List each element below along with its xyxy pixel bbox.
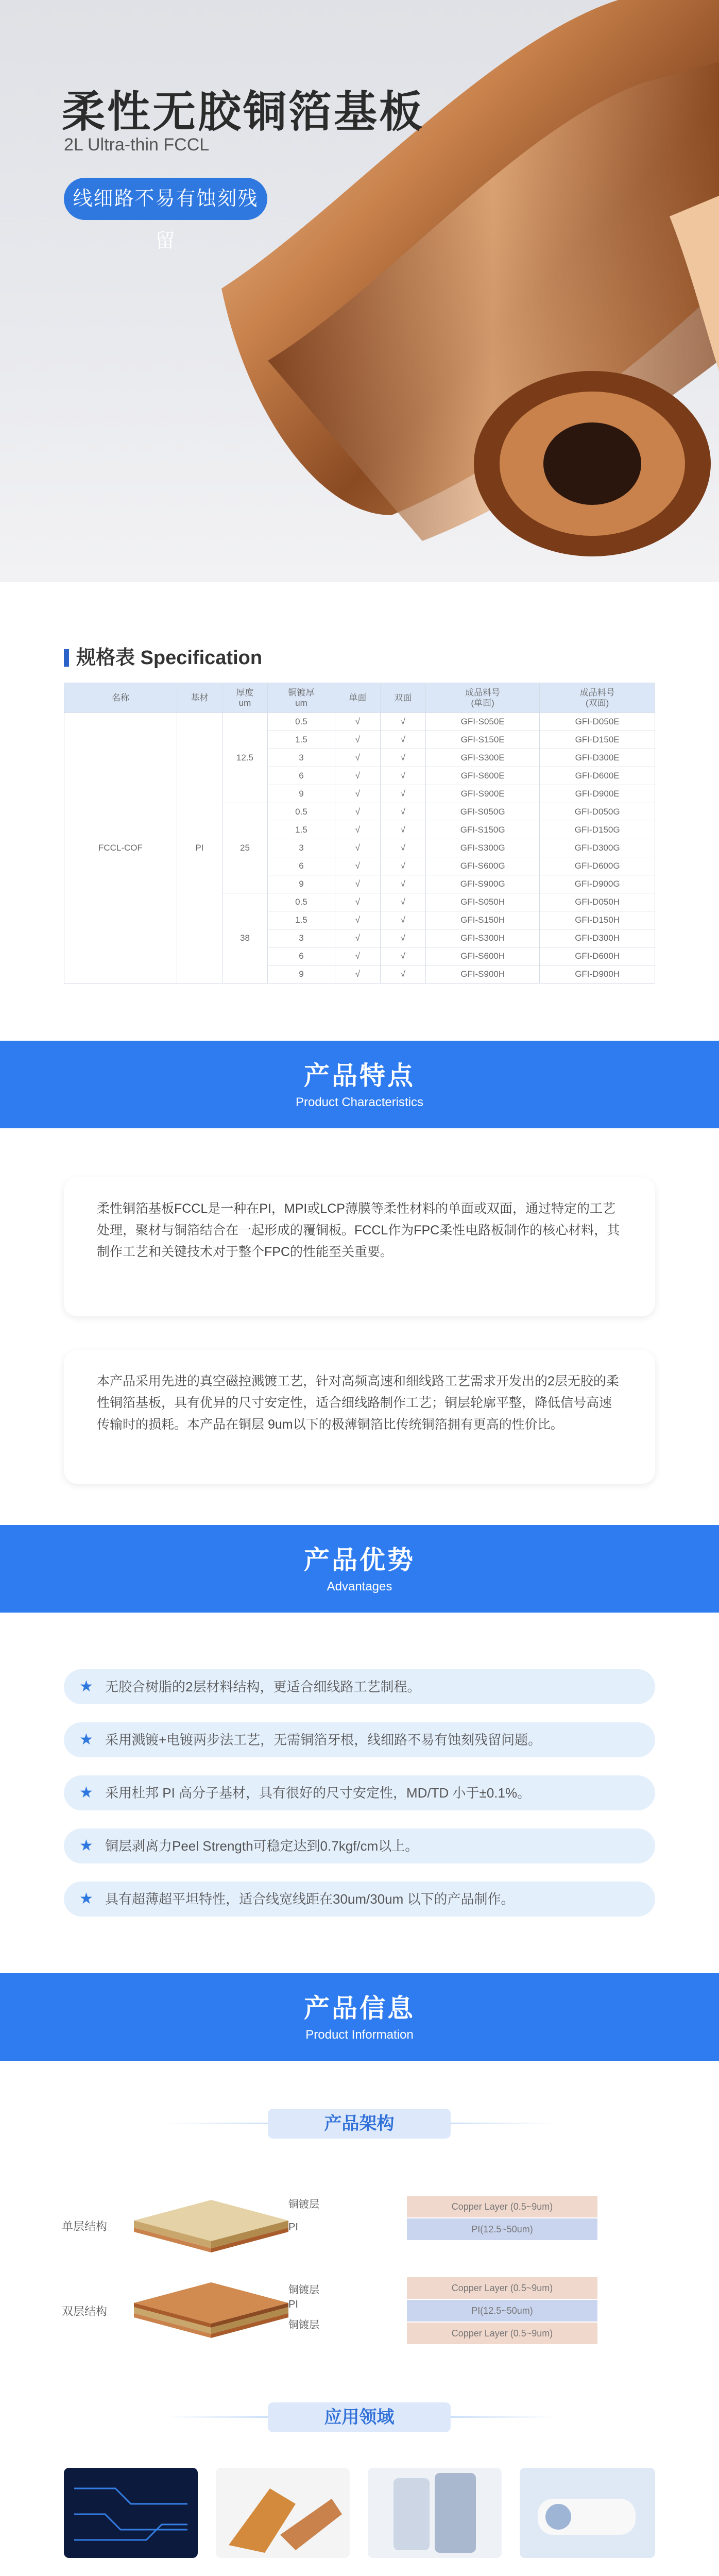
spec-cell: GFI-D300E (540, 749, 655, 767)
spec-cell: √ (335, 803, 380, 821)
hero (0, 0, 719, 582)
spec-cell: GFI-S050H (426, 893, 540, 911)
spec-cell: GFI-D050G (540, 803, 655, 821)
spec-cell: √ (380, 947, 425, 965)
spec-cell: √ (335, 929, 380, 947)
spec-cell: √ (380, 713, 425, 731)
spec-cell: √ (380, 785, 425, 803)
spec-cell: √ (380, 731, 425, 749)
spec-cell: GFI-S600E (426, 767, 540, 785)
spec-cell: 0.5 (268, 893, 335, 911)
info-section (0, 2061, 719, 2576)
spec-cell: √ (335, 785, 380, 803)
spec-cell: GFI-D150H (540, 911, 655, 929)
spec-cell: GFI-D050E (540, 713, 655, 731)
section-title: 产品特点 (304, 1061, 415, 1090)
spec-cell: GFI-D150G (540, 821, 655, 839)
spec-name-cell: FCCL-COF (64, 713, 177, 984)
spec-substrate-cell: PI (177, 713, 222, 984)
layer-label: 铜镀层 (288, 2199, 319, 2210)
spec-cell: 3 (268, 839, 335, 857)
spec-cell: √ (335, 893, 380, 911)
section-subtitle: Product Characteristics (295, 1095, 424, 1109)
spec-cell: √ (335, 857, 380, 875)
spec-cell: √ (380, 929, 425, 947)
spec-thickness-cell: 38 (222, 893, 267, 984)
spec-cell: 9 (268, 965, 335, 984)
advantage-item: ★ 铜层剥离力Peel Strength可稳定达到0.7kgf/cm以上。 (64, 1828, 655, 1863)
spec-cell: GFI-D150E (540, 731, 655, 749)
spec-cell: GFI-D600E (540, 767, 655, 785)
spec-cell: 6 (268, 767, 335, 785)
spec-cell: √ (380, 839, 425, 857)
hero-badge: 线细路不易有蚀刻残留 (64, 178, 267, 220)
double-structure-label: 双层结构 (62, 2305, 108, 2318)
spec-header-cell: 名称 (64, 683, 177, 713)
spec-cell: GFI-D300H (540, 929, 655, 947)
characteristics-section (0, 1128, 719, 1525)
advantages-banner (0, 1525, 719, 1613)
spec-title: 规格表 Specification (64, 641, 262, 670)
spec-header-cell: 厚度 um (222, 683, 267, 713)
pi-layer-box: PI(12.5~50um) (407, 2218, 597, 2240)
spec-cell: √ (335, 713, 380, 731)
advantage-item: ★ 具有超薄超平坦特性，适合线宽线距在30um/30um 以下的产品制作。 (64, 1882, 655, 1917)
star-icon: ★ (79, 1784, 93, 1801)
advantages-section (0, 1613, 719, 1973)
spec-cell: 6 (268, 857, 335, 875)
spec-cell: GFI-S300H (426, 929, 540, 947)
spec-cell: GFI-D600G (540, 857, 655, 875)
spec-thickness-cell: 12.5 (222, 713, 267, 803)
spec-cell: √ (335, 839, 380, 857)
spec-cell: 1.5 (268, 911, 335, 929)
application-tag: 应用领域 (268, 2402, 451, 2432)
spec-header-cell: 铜镀厚 um (268, 683, 335, 713)
spec-table (64, 683, 655, 984)
advantage-item: ★ 无胶合树脂的2层材料结构，更适合细线路工艺制程。 (64, 1669, 655, 1704)
spec-cell: 1.5 (268, 821, 335, 839)
single-structure-label: 单层结构 (62, 2220, 108, 2233)
spec-cell: 0.5 (268, 803, 335, 821)
spec-cell: 3 (268, 929, 335, 947)
characteristics-banner (0, 1041, 719, 1128)
spec-header-cell: 成品料号 (双面) (540, 683, 655, 713)
spec-cell: √ (380, 911, 425, 929)
spec-cell: GFI-S900G (426, 875, 540, 893)
section-subtitle: Product Information (305, 2028, 414, 2042)
spec-cell: GFI-D300G (540, 839, 655, 857)
spec-cell: 9 (268, 785, 335, 803)
spec-cell: GFI-D900E (540, 785, 655, 803)
advantage-item: ★ 采用杜邦 PI 高分子基材，具有很好的尺寸安定性，MD/TD 小于±0.1%。 (64, 1775, 655, 1810)
star-icon: ★ (79, 1731, 93, 1748)
spec-header-cell: 基材 (177, 683, 222, 713)
spec-cell: √ (380, 749, 425, 767)
section-subtitle: Advantages (327, 1580, 392, 1594)
layer-label: PI (288, 2222, 298, 2233)
copper-layer-box: Copper Layer (0.5~9um) (407, 2323, 597, 2344)
spec-cell: GFI-S300G (426, 839, 540, 857)
spec-cell: GFI-S150E (426, 731, 540, 749)
spec-cell: √ (335, 767, 380, 785)
spec-cell: 6 (268, 947, 335, 965)
spec-cell: GFI-D900G (540, 875, 655, 893)
star-icon: ★ (79, 1890, 93, 1907)
hero-subtitle: 2L Ultra-thin FCCL (64, 135, 210, 155)
structure-tag: 产品架构 (268, 2109, 451, 2139)
layer-label: PI (288, 2299, 298, 2310)
spec-section (0, 582, 719, 1041)
layer-structure-diagram (129, 2184, 304, 2380)
spec-cell: √ (380, 767, 425, 785)
spec-cell: GFI-S300E (426, 749, 540, 767)
application-images (64, 2468, 655, 2566)
table-row (64, 713, 655, 731)
copper-layer-box: Copper Layer (0.5~9um) (407, 2196, 597, 2217)
spec-cell: GFI-D600H (540, 947, 655, 965)
star-icon: ★ (79, 1837, 93, 1854)
spec-cell: √ (335, 731, 380, 749)
spec-cell: GFI-S150H (426, 911, 540, 929)
layer-label: 铜镀层 (288, 2319, 319, 2331)
section-title: 产品优势 (304, 1546, 415, 1574)
spec-cell: 9 (268, 875, 335, 893)
spec-header-cell: 双面 (380, 683, 425, 713)
spec-cell: 1.5 (268, 731, 335, 749)
spec-cell: GFI-S900H (426, 965, 540, 984)
spec-cell: GFI-S050E (426, 713, 540, 731)
spec-cell: √ (335, 749, 380, 767)
star-icon: ★ (79, 1678, 93, 1695)
copper-layer-box: Copper Layer (0.5~9um) (407, 2277, 597, 2299)
spec-cell: GFI-S150G (426, 821, 540, 839)
spec-cell: GFI-S050G (426, 803, 540, 821)
hero-title: 柔性无胶铜箔基板 (62, 88, 425, 136)
spec-cell: √ (335, 911, 380, 929)
spec-cell: √ (380, 803, 425, 821)
pi-layer-box: PI(12.5~50um) (407, 2300, 597, 2321)
spec-cell: GFI-S600G (426, 857, 540, 875)
advantage-item: ★ 采用溅镀+电镀两步法工艺，无需铜箔牙根，线细路不易有蚀刻残留问题。 (64, 1722, 655, 1757)
spec-cell: √ (335, 947, 380, 965)
spec-cell: 3 (268, 749, 335, 767)
spec-header-cell: 单面 (335, 683, 380, 713)
section-title: 产品信息 (304, 1994, 415, 2023)
spec-cell: √ (335, 965, 380, 984)
spec-thickness-cell: 25 (222, 803, 267, 893)
spec-cell: √ (335, 821, 380, 839)
spec-cell: √ (380, 965, 425, 984)
characteristics-card-2: 本产品采用先进的真空磁控溅镀工艺，针对高频高速和细线路工艺需求开发出的2层无胶的柔性铜箔基板，具有优异的尺寸安定性，适合细线路制作工艺；铜层轮廓平整，降低信号高速传输时的损耗。本产品在铜层 9um以下的极薄铜箔比传统铜箔拥有更高的性价比。 (64, 1350, 655, 1484)
layer-label: 铜镀层 (288, 2284, 319, 2296)
spec-cell: 0.5 (268, 713, 335, 731)
spec-cell: √ (335, 875, 380, 893)
characteristics-card-1: 柔性铜箔基板FCCL是一种在PI，MPI或LCP薄膜等柔性材料的单面或双面，通过特定的工艺处理，聚材与铜箔结合在一起形成的覆铜板。FCCL作为FPC柔性电路板制作的核心材料，其制作工艺和关键技术对于整个FPC的性能至关重要。 (64, 1177, 655, 1316)
spec-cell: GFI-S900E (426, 785, 540, 803)
spec-header-cell: 成品料号 (单面) (426, 683, 540, 713)
spec-cell: GFI-S600H (426, 947, 540, 965)
spec-cell: √ (380, 857, 425, 875)
spec-cell: √ (380, 893, 425, 911)
info-banner (0, 1973, 719, 2061)
spec-cell: GFI-D900H (540, 965, 655, 984)
spec-cell: GFI-D050H (540, 893, 655, 911)
spec-cell: √ (380, 875, 425, 893)
spec-cell: √ (380, 821, 425, 839)
